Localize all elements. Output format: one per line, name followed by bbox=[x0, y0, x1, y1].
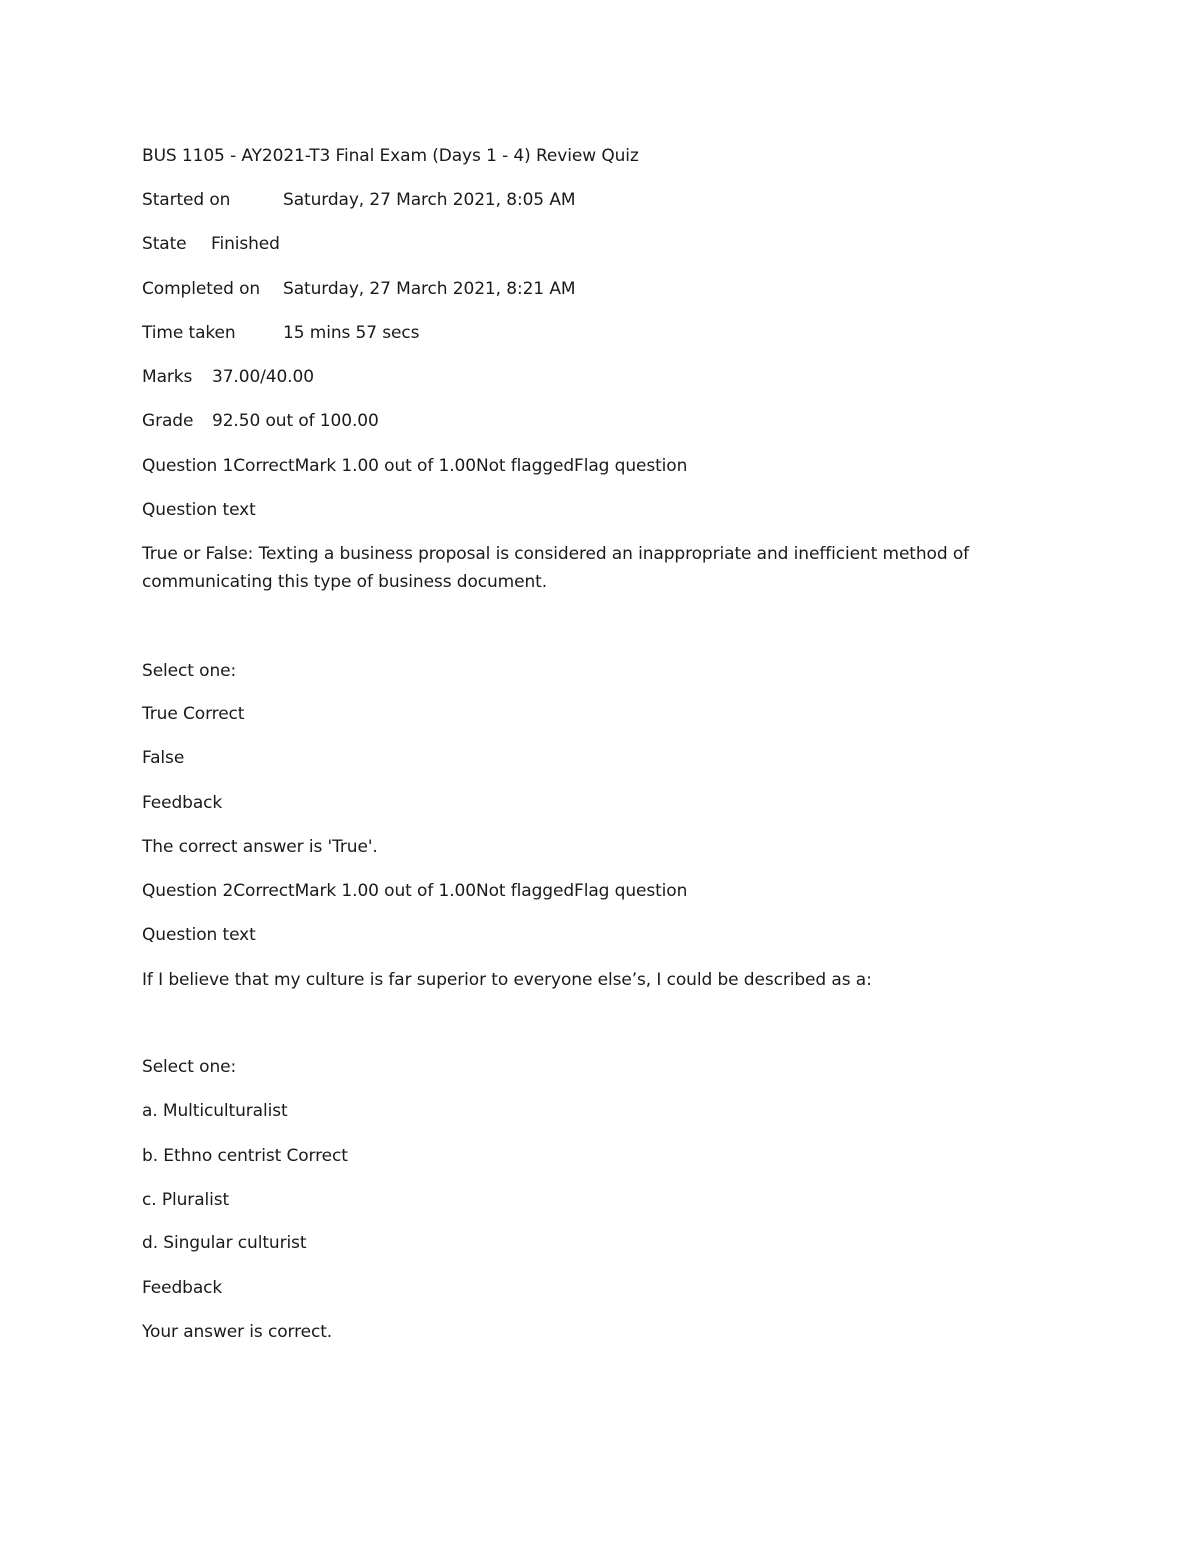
question-1-text-label: Question text bbox=[142, 500, 256, 520]
question-1-feedback: The correct answer is 'True'. bbox=[142, 837, 378, 857]
started-on-label: Started on bbox=[142, 190, 231, 210]
quiz-title: BUS 1105 - AY2021-T3 Final Exam (Days 1 - 4) Review Quiz bbox=[142, 146, 639, 166]
state-value: Finished bbox=[211, 234, 280, 254]
time-taken-label: Time taken bbox=[142, 323, 236, 343]
started-on-value: Saturday, 27 March 2021, 8:05 AM bbox=[283, 190, 576, 210]
grade-label: Grade bbox=[142, 411, 194, 431]
question-2-text-label: Question text bbox=[142, 925, 256, 945]
grade-value: 92.50 out of 100.00 bbox=[212, 411, 379, 431]
question-1-select-label: Select one: bbox=[142, 661, 237, 681]
time-taken-value: 15 mins 57 secs bbox=[283, 323, 420, 343]
question-2-feedback-label: Feedback bbox=[142, 1278, 223, 1298]
question-1-option-true[interactable]: True Correct bbox=[142, 704, 245, 724]
marks-label: Marks bbox=[142, 367, 193, 387]
time-taken-row bbox=[142, 319, 419, 347]
state-label: State bbox=[142, 234, 187, 254]
completed-on-value: Saturday, 27 March 2021, 8:21 AM bbox=[283, 279, 576, 299]
completed-on-row bbox=[142, 275, 575, 303]
marks-row bbox=[142, 363, 314, 391]
question-2-option-a[interactable]: a. Multiculturalist bbox=[142, 1101, 288, 1121]
question-2-select-label: Select one: bbox=[142, 1057, 237, 1077]
question-2-feedback: Your answer is correct. bbox=[142, 1322, 333, 1342]
question-2-option-c[interactable]: c. Pluralist bbox=[142, 1190, 230, 1210]
question-2-option-d[interactable]: d. Singular culturist bbox=[142, 1233, 307, 1253]
grade-row bbox=[142, 407, 379, 435]
completed-on-label: Completed on bbox=[142, 279, 261, 299]
question-1-text: True or False: Texting a business proposal is considered an inappropriate and inefficient method of communicating this type of business document. bbox=[142, 544, 970, 592]
marks-value: 37.00/40.00 bbox=[212, 367, 314, 387]
question-1-option-false[interactable]: False bbox=[142, 748, 185, 768]
started-on-row bbox=[142, 186, 575, 214]
question-2-text: If I believe that my culture is far superior to everyone else’s, I could be described as a: bbox=[142, 970, 872, 990]
question-2-header: Question 2CorrectMark 1.00 out of 1.00Not flaggedFlag question bbox=[142, 881, 688, 901]
question-2-option-b[interactable]: b. Ethno centrist Correct bbox=[142, 1146, 348, 1166]
question-1-feedback-label: Feedback bbox=[142, 793, 223, 813]
state-row bbox=[142, 230, 280, 258]
question-1-header: Question 1CorrectMark 1.00 out of 1.00Not flaggedFlag question bbox=[142, 456, 688, 476]
